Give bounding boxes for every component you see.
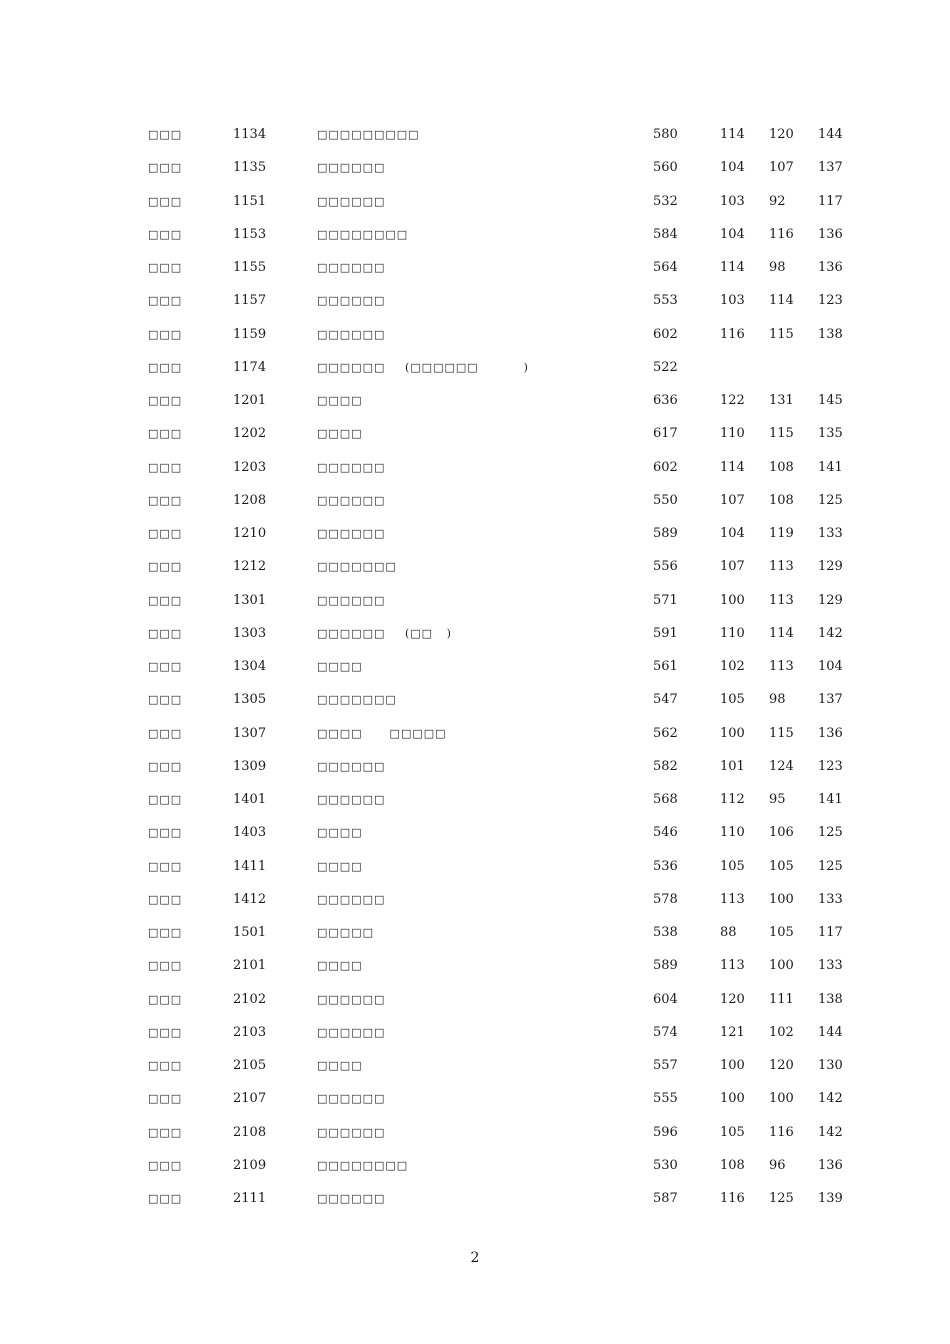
subject-score-1: 116	[720, 326, 745, 342]
subject-score-3: 142	[818, 1091, 843, 1107]
subject-score-1: 100	[720, 592, 745, 608]
subject-score-2: 114	[769, 625, 794, 641]
major-code: 1411	[233, 858, 267, 874]
institution-name: □□□	[148, 360, 183, 374]
institution-name: □□□	[148, 959, 183, 973]
table-row	[0, 656, 950, 689]
subject-score-3: 117	[818, 193, 843, 209]
major-name: □□□□□	[317, 926, 374, 939]
major-name: □□□□□□	[317, 493, 386, 507]
subject-score-2: 108	[769, 492, 794, 508]
table-row	[0, 856, 950, 889]
subject-score-3: 145	[818, 393, 843, 408]
subject-score-3: 137	[818, 692, 843, 708]
major-name: □□□□□□	[317, 327, 386, 341]
institution-name: □□□	[148, 793, 183, 806]
institution-name: □□□	[148, 161, 183, 175]
major-code: 1403	[233, 825, 267, 841]
major-code: 2101	[233, 958, 267, 974]
subject-score-3: 141	[818, 459, 843, 475]
subject-score-1: 88	[720, 925, 737, 940]
subject-score-3: 135	[818, 426, 843, 442]
table-row	[0, 1122, 950, 1155]
institution-name: □□□	[148, 726, 183, 740]
total-score: 530	[653, 1157, 678, 1173]
subject-score-1: 105	[720, 1124, 745, 1140]
total-score: 561	[653, 659, 678, 674]
subject-score-1: 107	[720, 492, 745, 508]
subject-score-1: 107	[720, 559, 745, 575]
major-code: 1303	[233, 625, 267, 641]
subject-score-3: 136	[818, 725, 843, 741]
score-table	[0, 124, 950, 1221]
subject-score-2: 115	[769, 326, 794, 342]
major-name: □□□□	[317, 859, 363, 873]
table-row	[0, 457, 950, 490]
subject-score-3: 137	[818, 160, 843, 176]
major-note: (□□ )	[405, 626, 452, 640]
major-name: □□□□	[317, 1059, 363, 1072]
major-code: 1159	[233, 326, 267, 342]
subject-score-3: 133	[818, 891, 843, 907]
table-row	[0, 1188, 950, 1221]
major-code: 1412	[233, 891, 267, 907]
major-code: 1174	[233, 359, 267, 375]
subject-score-2: 98	[769, 692, 786, 708]
subject-score-2: 92	[769, 193, 786, 209]
subject-score-2: 124	[769, 758, 794, 774]
subject-score-3: 136	[818, 1157, 843, 1173]
major-code: 1157	[233, 293, 267, 309]
major-code: 2108	[233, 1124, 267, 1140]
table-row	[0, 922, 950, 955]
total-score: 557	[653, 1058, 678, 1073]
major-code: 1309	[233, 758, 267, 774]
table-row	[0, 257, 950, 290]
major-code: 1202	[233, 426, 267, 442]
major-code: 1304	[233, 659, 267, 674]
total-score: 582	[653, 758, 678, 774]
institution-name: □□□	[148, 128, 183, 141]
major-name: □□□□	[317, 660, 363, 673]
major-name: □□□□□□	[317, 194, 386, 208]
subject-score-2: 131	[769, 393, 794, 408]
subject-score-2: 113	[769, 592, 794, 608]
major-code: 2111	[233, 1191, 267, 1206]
major-code: 1501	[233, 925, 267, 940]
institution-name: □□□	[148, 992, 183, 1006]
major-code: 1134	[233, 127, 267, 142]
total-score: 591	[653, 625, 678, 641]
institution-name: □□□	[148, 926, 183, 939]
total-score: 568	[653, 792, 678, 807]
table-row	[0, 723, 950, 756]
subject-score-1: 105	[720, 692, 745, 708]
table-row	[0, 1155, 950, 1188]
total-score: 580	[653, 127, 678, 142]
subject-score-1: 113	[720, 958, 745, 974]
subject-score-1: 110	[720, 825, 745, 841]
institution-name: □□□	[148, 327, 183, 341]
page-number: 2	[470, 1250, 480, 1266]
subject-score-1: 120	[720, 991, 745, 1007]
subject-score-3: 141	[818, 792, 843, 807]
table-row	[0, 1088, 950, 1121]
total-score: 589	[653, 526, 678, 541]
table-row	[0, 756, 950, 789]
major-name: □□□□□□	[317, 793, 386, 806]
subject-score-2: 120	[769, 127, 794, 142]
major-name: □□□□□□□□	[317, 227, 409, 241]
institution-name: □□□	[148, 1059, 183, 1072]
institution-name: □□□	[148, 826, 183, 840]
subject-score-2: 119	[769, 526, 794, 541]
subject-score-3: 123	[818, 758, 843, 774]
major-name: □□□□□□	[317, 892, 386, 906]
table-row	[0, 789, 950, 822]
subject-score-3: 133	[818, 958, 843, 974]
table-row	[0, 191, 950, 224]
subject-score-2: 98	[769, 260, 786, 275]
table-row	[0, 556, 950, 589]
major-code: 1210	[233, 526, 267, 541]
subject-score-2: 114	[769, 293, 794, 309]
subject-score-3: 125	[818, 858, 843, 874]
total-score: 589	[653, 958, 678, 974]
major-code: 1153	[233, 226, 267, 242]
subject-score-2: 120	[769, 1058, 794, 1073]
major-name: □□□□□□	[317, 527, 386, 540]
subject-score-1: 116	[720, 1191, 745, 1206]
institution-name: □□□	[148, 527, 183, 540]
table-row	[0, 490, 950, 523]
subject-score-3: 129	[818, 592, 843, 608]
subject-score-2: 113	[769, 659, 794, 674]
subject-score-3: 136	[818, 260, 843, 275]
total-score: 578	[653, 891, 678, 907]
subject-score-2: 106	[769, 825, 794, 841]
subject-score-1: 105	[720, 858, 745, 874]
table-row	[0, 523, 950, 556]
subject-score-2: 108	[769, 459, 794, 475]
subject-score-3: 144	[818, 1024, 843, 1040]
subject-score-3: 133	[818, 526, 843, 541]
institution-name: □□□	[148, 626, 183, 640]
table-row	[0, 689, 950, 722]
total-score: 596	[653, 1124, 678, 1140]
subject-score-3: 104	[818, 659, 843, 674]
subject-score-3: 117	[818, 925, 843, 940]
institution-name: □□□	[148, 460, 183, 474]
subject-score-3: 138	[818, 991, 843, 1007]
table-row	[0, 157, 950, 190]
institution-name: □□□	[148, 493, 183, 507]
total-score: 617	[653, 426, 678, 442]
subject-score-3: 139	[818, 1191, 843, 1206]
major-name: □□□□□□□	[317, 693, 397, 707]
subject-score-1: 101	[720, 758, 745, 774]
major-code: 1401	[233, 792, 267, 807]
major-name: □□□□	[317, 959, 363, 973]
subject-score-1: 108	[720, 1157, 745, 1173]
institution-name: □□□	[148, 560, 183, 574]
major-name: □□□□□□	[317, 1025, 386, 1039]
major-name: □□□□□□	[317, 161, 386, 175]
institution-name: □□□	[148, 693, 183, 707]
major-name: □□□□□□□	[317, 560, 397, 574]
subject-score-2: 95	[769, 792, 786, 807]
subject-score-1: 103	[720, 193, 745, 209]
institution-name: □□□	[148, 427, 183, 441]
major-note: (□□□□□□ )	[405, 360, 529, 374]
subject-score-1: 104	[720, 160, 745, 176]
major-code: 1307	[233, 725, 267, 741]
subject-score-2: 115	[769, 725, 794, 741]
total-score: 556	[653, 559, 678, 575]
subject-score-2: 116	[769, 1124, 794, 1140]
table-row	[0, 889, 950, 922]
major-code: 2105	[233, 1058, 267, 1073]
major-name: □□□□□□	[317, 992, 386, 1006]
major-name: □□□□□□	[317, 1092, 386, 1106]
total-score: 547	[653, 692, 678, 708]
institution-name: □□□	[148, 294, 183, 308]
major-name: □□□□□□	[317, 261, 386, 274]
major-code: 2103	[233, 1024, 267, 1040]
institution-name: □□□	[148, 759, 183, 773]
major-code: 1151	[233, 193, 267, 209]
major-name: □□□□□□	[317, 460, 386, 474]
table-row	[0, 324, 950, 357]
major-name: □□□□□□	[317, 360, 386, 374]
total-score: 602	[653, 459, 678, 475]
subject-score-1: 104	[720, 226, 745, 242]
total-score: 555	[653, 1091, 678, 1107]
major-name: □□□□	[317, 826, 363, 840]
subject-score-3: 125	[818, 492, 843, 508]
table-row	[0, 357, 950, 390]
major-code: 1301	[233, 592, 267, 608]
major-name: □□□□ □□□□□	[317, 726, 447, 740]
major-name: □□□□□□	[317, 626, 386, 640]
institution-name: □□□	[148, 261, 183, 274]
institution-name: □□□	[148, 859, 183, 873]
subject-score-1: 114	[720, 459, 745, 475]
subject-score-2: 96	[769, 1157, 786, 1173]
subject-score-2: 102	[769, 1024, 794, 1040]
subject-score-3: 142	[818, 1124, 843, 1140]
institution-name: □□□	[148, 1025, 183, 1039]
table-row	[0, 590, 950, 623]
subject-score-1: 100	[720, 725, 745, 741]
subject-score-3: 142	[818, 625, 843, 641]
subject-score-2: 107	[769, 160, 794, 176]
total-score: 562	[653, 725, 678, 741]
subject-score-1: 121	[720, 1024, 745, 1040]
major-code: 1212	[233, 559, 267, 575]
subject-score-2: 100	[769, 1091, 794, 1107]
subject-score-1: 103	[720, 293, 745, 309]
major-code: 2107	[233, 1091, 267, 1107]
institution-name: □□□	[148, 1125, 183, 1139]
major-name: □□□□□□	[317, 294, 386, 308]
table-row	[0, 390, 950, 423]
total-score: 560	[653, 160, 678, 176]
institution-name: □□□	[148, 1158, 183, 1172]
table-row	[0, 124, 950, 157]
major-name: □□□□□□	[317, 1125, 386, 1139]
major-code: 1155	[233, 260, 267, 275]
table-row	[0, 955, 950, 988]
major-code: 1208	[233, 492, 267, 508]
major-name: □□□□□□□□	[317, 1158, 409, 1172]
subject-score-2: 116	[769, 226, 794, 242]
subject-score-2: 100	[769, 958, 794, 974]
institution-name: □□□	[148, 194, 183, 208]
total-score: 564	[653, 260, 678, 275]
subject-score-3: 144	[818, 127, 843, 142]
total-score: 636	[653, 393, 678, 408]
total-score: 536	[653, 858, 678, 874]
major-code: 1305	[233, 692, 267, 708]
total-score: 602	[653, 326, 678, 342]
institution-name: □□□	[148, 394, 183, 407]
subject-score-2: 100	[769, 891, 794, 907]
major-name: □□□□□□	[317, 593, 386, 607]
table-row	[0, 1055, 950, 1088]
total-score: 532	[653, 193, 678, 209]
total-score: 604	[653, 991, 678, 1007]
total-score: 550	[653, 492, 678, 508]
subject-score-2: 105	[769, 858, 794, 874]
subject-score-1: 114	[720, 127, 745, 142]
major-name: □□□□	[317, 394, 363, 407]
total-score: 538	[653, 925, 678, 940]
major-code: 1201	[233, 393, 267, 408]
total-score: 546	[653, 825, 678, 841]
institution-name: □□□	[148, 892, 183, 906]
institution-name: □□□	[148, 593, 183, 607]
total-score: 522	[653, 359, 678, 375]
subject-score-2: 111	[769, 991, 794, 1007]
table-row	[0, 290, 950, 323]
subject-score-3: 123	[818, 293, 843, 309]
subject-score-3: 125	[818, 825, 843, 841]
table-row	[0, 1022, 950, 1055]
subject-score-2: 115	[769, 426, 794, 442]
subject-score-1: 100	[720, 1091, 745, 1107]
major-name: □□□□□□□□□	[317, 128, 420, 141]
subject-score-3: 129	[818, 559, 843, 575]
subject-score-1: 113	[720, 891, 745, 907]
major-name: □□□□□□	[317, 1192, 386, 1205]
subject-score-1: 100	[720, 1058, 745, 1073]
table-row	[0, 423, 950, 456]
subject-score-3: 136	[818, 226, 843, 242]
subject-score-1: 114	[720, 260, 745, 275]
table-row	[0, 224, 950, 257]
subject-score-2: 105	[769, 925, 794, 940]
subject-score-3: 130	[818, 1058, 843, 1073]
institution-name: □□□	[148, 1092, 183, 1106]
subject-score-1: 122	[720, 393, 745, 408]
total-score: 574	[653, 1024, 678, 1040]
major-code: 1135	[233, 160, 267, 176]
major-code: 2102	[233, 991, 267, 1007]
major-name: □□□□	[317, 427, 363, 441]
table-row	[0, 623, 950, 656]
total-score: 571	[653, 592, 678, 608]
subject-score-1: 102	[720, 659, 745, 674]
major-code: 1203	[233, 459, 267, 475]
institution-name: □□□	[148, 227, 183, 241]
institution-name: □□□	[148, 660, 183, 673]
total-score: 584	[653, 226, 678, 242]
institution-name: □□□	[148, 1192, 183, 1205]
major-code: 2109	[233, 1157, 267, 1173]
subject-score-1: 110	[720, 426, 745, 442]
major-name: □□□□□□	[317, 759, 386, 773]
subject-score-1: 110	[720, 625, 745, 641]
table-row	[0, 822, 950, 855]
subject-score-3: 138	[818, 326, 843, 342]
table-row	[0, 989, 950, 1022]
total-score: 587	[653, 1191, 678, 1206]
subject-score-1: 112	[720, 792, 745, 807]
subject-score-1: 104	[720, 526, 745, 541]
subject-score-2: 113	[769, 559, 794, 575]
total-score: 553	[653, 293, 678, 309]
subject-score-2: 125	[769, 1191, 794, 1206]
